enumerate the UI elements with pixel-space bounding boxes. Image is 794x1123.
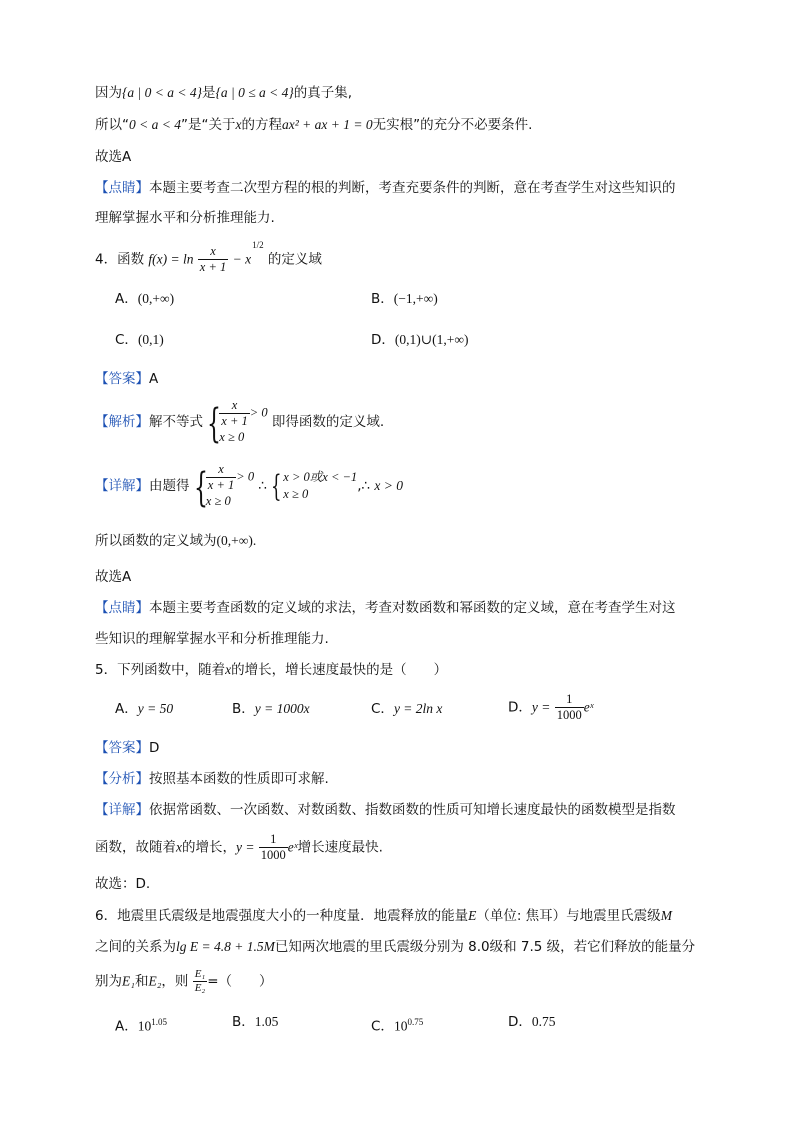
equation: ax² + ax + 1 = 0 [281, 117, 373, 132]
numerator: x [210, 244, 216, 258]
q4-answer [95, 369, 158, 389]
function-expression: f(x) = ln [148, 251, 194, 267]
variable: E₂ [148, 973, 162, 989]
note-tag: 【点睛】 [95, 180, 149, 196]
therefore-symbol: ,∴ [357, 478, 371, 494]
left-brace: { [271, 469, 282, 504]
option-value: y = 1000x [254, 701, 310, 716]
denominator: x + 1 [207, 478, 235, 492]
answer-tag: 【答案】 [95, 371, 149, 387]
text: =（ ） [207, 973, 273, 990]
text: （单位: 焦耳）与地震里氏震级 [476, 908, 661, 924]
option-value: 0.75 [531, 1014, 556, 1029]
q5-option-d [508, 692, 594, 723]
detail-tag: 【详解】 [95, 478, 149, 494]
fraction [198, 244, 228, 275]
text: 函数，故随着 [95, 839, 176, 856]
text: 由题得 [149, 478, 190, 494]
analysis-tag: 【解析】 [95, 414, 149, 430]
option-value: (0,+∞) [137, 291, 175, 306]
q4-detail [95, 462, 403, 510]
text: 已知两次地震的里氏震级分别为 8.0级和 7.5 级，若它们释放的能量分 [274, 939, 696, 955]
text: 即得函数的定义域. [271, 414, 385, 430]
q4-option-d [371, 330, 468, 350]
q4-option-a [115, 289, 174, 309]
q4-choose: 故选A [95, 569, 132, 585]
q5-detail-2 [95, 832, 383, 863]
numerator: x [231, 398, 238, 412]
set-expression: {a | 0 < a < 4} [122, 85, 202, 100]
text: 无实根”的充分不必要条件. [372, 117, 533, 133]
fraction [193, 968, 208, 995]
text: 的真子集, [293, 85, 353, 101]
system-row: x > 0或x < −1 [283, 470, 358, 484]
q4-conclusion [95, 531, 256, 551]
fraction [219, 398, 249, 429]
numerator: 1 [270, 832, 277, 846]
option-value: y = 2ln x [393, 701, 443, 716]
text: 别为 [95, 973, 122, 990]
q4-note-2: 些知识的理解掌握水平和分析推理能力. [95, 631, 329, 647]
exponent: 1/2 [252, 240, 264, 250]
answer-value: A [149, 371, 159, 387]
result: x > 0 [374, 478, 403, 493]
denominator: E₂ [194, 982, 206, 994]
fraction [259, 832, 288, 863]
system-row: x ≥ 0 [283, 487, 309, 501]
q4-option-c [115, 330, 164, 350]
option-exponent: 1.05 [151, 1017, 167, 1027]
text: 增长速度最快. [297, 839, 383, 856]
text: 的定义域 [267, 251, 322, 268]
q5-detail-1 [95, 800, 676, 820]
q6-option-a [115, 1012, 167, 1037]
fraction [555, 692, 584, 723]
analysis-tag: 【分析】 [95, 771, 149, 787]
text: 的增长， [182, 839, 236, 856]
relation: > 0 [236, 469, 255, 484]
variable: x [176, 839, 182, 855]
option-label: A． [115, 701, 138, 717]
system-row [219, 398, 267, 429]
system-row [206, 462, 254, 493]
question-4-stem [95, 240, 322, 275]
option-value: 1.05 [254, 1014, 279, 1029]
option-label: C． [371, 1018, 394, 1035]
option-label: D． [508, 1014, 532, 1030]
note-text: 本题主要考查函数的定义域的求法，考查对数函数和幂函数的定义域，意在考查学生对这 [149, 600, 676, 616]
q5-option-b [232, 699, 310, 719]
numerator: x [218, 462, 224, 476]
note-line-1 [95, 178, 676, 198]
variable: E₁ [122, 973, 135, 989]
exponential: eˣ [583, 699, 594, 715]
variable: x [225, 662, 232, 677]
denominator: x + 1 [221, 414, 248, 428]
text-line-sufficient-condition [95, 115, 532, 135]
question-number: 4．函数 [95, 251, 145, 268]
text: 是 [201, 85, 216, 101]
variable: E [468, 908, 477, 923]
option-label: C． [371, 701, 394, 717]
option-value: (0,1) [137, 332, 164, 347]
therefore-symbol: ∴ [258, 478, 267, 494]
equation: lg E = 4.8 + 1.5M [176, 939, 275, 954]
q6-option-b [232, 1012, 278, 1032]
system-row: x ≥ 0 [219, 430, 245, 444]
q5-choose: 故选：D. [95, 876, 151, 892]
detail-tag: 【详解】 [95, 802, 149, 818]
option-base: 10 [137, 1018, 152, 1034]
option-label: C． [115, 332, 138, 348]
text: 的增长，增长速度最快的是（ ） [231, 662, 448, 678]
option-label: D． [371, 332, 395, 348]
power-term: − x [232, 251, 252, 267]
option-label: A． [115, 1018, 138, 1035]
option-base: 10 [393, 1018, 408, 1034]
equation-lhs: y = [236, 839, 255, 855]
note-line-2: 理解掌握水平和分析推理能力. [95, 210, 275, 226]
option-label: B． [371, 291, 394, 307]
relation: > 0 [249, 405, 268, 420]
q5-option-a [115, 699, 173, 719]
q5-analysis [95, 769, 329, 789]
numerator: E₁ [194, 968, 206, 980]
answer-value: D [149, 740, 160, 756]
q4-analysis [95, 398, 384, 446]
text: 所以函数的定义域为 [95, 533, 217, 549]
set-expression: {a | 0 ≤ a < 4} [215, 85, 294, 100]
q6-option-c [371, 1012, 423, 1037]
question-6-line-2 [95, 937, 695, 957]
option-label: B． [232, 701, 255, 717]
denominator: x + 1 [199, 260, 227, 274]
option-value: y = 50 [137, 701, 174, 716]
inequality-system [194, 462, 254, 510]
option-label: A． [115, 291, 138, 307]
option-value: y = [531, 699, 551, 715]
note-text: 本题主要考查二次型方程的根的判断，考查充要条件的判断，意在考查学生对这些知识的 [149, 180, 676, 196]
text: ”是“关于 [180, 117, 236, 133]
left-brace: { [207, 401, 222, 447]
left-brace: { [193, 465, 208, 511]
inequality-system [207, 398, 267, 446]
question-5-stem [95, 660, 447, 680]
answer-tag: 【答案】 [95, 740, 149, 756]
detail-text: 依据常函数、一次函数、对数函数、指数函数的性质可知增长速度最快的函数模型是指数 [149, 802, 676, 818]
q4-option-b [371, 289, 438, 309]
q5-option-c [371, 699, 442, 719]
exponential: eˣ [287, 839, 298, 855]
fraction [206, 462, 236, 493]
question-6-line-1 [95, 906, 672, 926]
domain-result: (0,+∞). [216, 533, 257, 548]
choose-answer-line: 故选A [95, 149, 132, 165]
q5-answer [95, 738, 159, 758]
variable: x [235, 117, 242, 132]
analysis-text: 按照基本函数的性质即可求解. [149, 771, 329, 787]
q4-note-1 [95, 598, 676, 618]
option-exponent: 0.75 [407, 1017, 424, 1027]
text: 5．下列函数中，随着 [95, 662, 226, 678]
numerator: 1 [566, 692, 573, 706]
text: 和 [134, 973, 149, 990]
option-label: B． [232, 1014, 255, 1030]
option-value: (−1,+∞) [393, 291, 438, 306]
text: 的方程 [241, 117, 282, 133]
note-tag: 【点睛】 [95, 600, 149, 616]
question-6-line-3 [95, 968, 273, 995]
option-label: D． [508, 699, 532, 716]
text-line-proper-subset [95, 83, 352, 103]
option-value: (0,1)∪(1,+∞) [394, 332, 469, 347]
text: 所以“ [95, 117, 129, 133]
denominator: 1000 [260, 848, 286, 862]
text: ，则 [161, 973, 189, 990]
denominator: 1000 [556, 708, 582, 722]
text: 解不等式 [149, 414, 203, 430]
inequality: 0 < a < 4 [129, 117, 181, 132]
q6-option-d [508, 1012, 556, 1032]
text: 因为 [95, 85, 122, 101]
text: 之间的关系为 [95, 939, 176, 955]
inequality-system-2 [271, 469, 357, 503]
text: 6．地震里氏震级是地震强度大小的一种度量．地震释放的能量 [95, 908, 469, 924]
variable: M [660, 908, 672, 923]
system-row: x ≥ 0 [205, 494, 231, 508]
